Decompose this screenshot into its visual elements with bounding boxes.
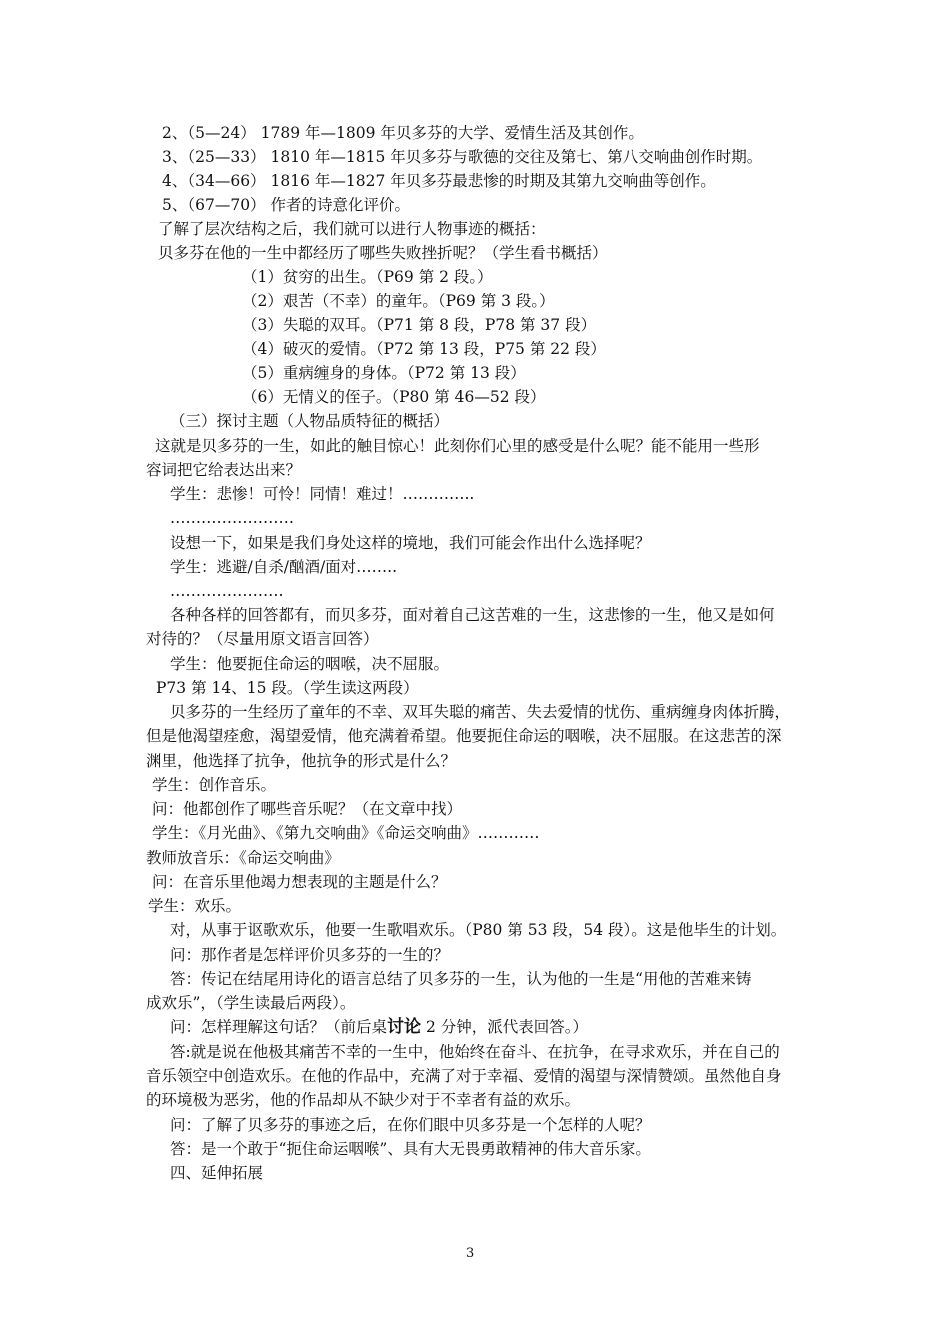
paragraph-line: 容词把它给表达出来？ xyxy=(146,461,302,479)
paragraph-line: 的环境极为恶劣，他的作品却从不缺少对于不幸者有益的欢乐。 xyxy=(146,1091,581,1109)
paragraph-line: 学生：逃避/自杀/酗酒/面对…….. xyxy=(170,558,398,576)
ellipsis-line: …………………… xyxy=(170,509,294,527)
section-heading: 四、延伸拓展 xyxy=(170,1164,264,1182)
ellipsis-line: …………………. xyxy=(170,582,284,600)
paragraph-line: 但是他渴望痊愈，渴望爱情，他充满着希望。他要扼住命运的咽喉，决不屈服。在这悲苦的深 xyxy=(146,727,782,745)
paragraph-line: 问：他都创作了哪些音乐呢？（在文章中找） xyxy=(152,800,463,818)
list-item: （6）无情义的侄子。（P80 第 46—52 段） xyxy=(242,388,546,406)
paragraph-line: 答：是一个敢于“扼住命运咽喉”、具有大无畏勇敢精神的伟大音乐家。 xyxy=(170,1140,651,1158)
paragraph-line: 各种各样的回答都有，而贝多芬，面对着自己这苦难的一生，这悲惨的一生，他又是如何 xyxy=(170,606,775,624)
page-number: 3 xyxy=(466,1246,475,1261)
list-item: （1）贫穷的出生。（P69 第 2 段。） xyxy=(242,268,493,286)
outline-item-4: 4、（34—66） 1816 年—1827 年贝多芬最悲惨的时期及其第九交响曲等创作。 xyxy=(162,172,716,190)
outline-item-3: 3、（25—33） 1810 年—1815 年贝多芬与歌德的交往及第七、第八交响曲创作时期。 xyxy=(162,148,763,166)
paragraph-line xyxy=(170,1015,588,1039)
paragraph-line: 答：传记在结尾用诗化的语言总结了贝多芬的一生，认为他的一生是“用他的苦难来铸 xyxy=(170,970,752,988)
list-item: （2）艰苦（不幸）的童年。（P69 第 3 段。） xyxy=(242,292,555,310)
paragraph-line: 问：那作者是怎样评价贝多芬的一生的？ xyxy=(170,946,450,964)
section-heading: （三）探讨主题（人物品质特征的概括） xyxy=(170,412,450,430)
paragraph-line: 贝多芬在他的一生中都经历了哪些失败挫折呢？（学生看书概括） xyxy=(158,244,608,262)
emphasis-text: 讨论 xyxy=(387,1017,422,1037)
paragraph-line: 渊里，他选择了抗争，他抗争的形式是什么？ xyxy=(146,752,457,770)
paragraph-line: 设想一下，如果是我们身处这样的境地，我们可能会作出什么选择呢？ xyxy=(170,534,651,552)
list-item: （4）破灭的爱情。（P72 第 13 段，P75 第 22 段） xyxy=(242,340,606,358)
paragraph-line: 问：在音乐里他竭力想表现的主题是什么？ xyxy=(152,873,447,891)
paragraph-line: 教师放音乐：《命运交响曲》 xyxy=(146,849,340,867)
paragraph-line: 学生：悲惨！可怜！同情！难过！………….. xyxy=(170,485,475,503)
paragraph-line: 了解了层次结构之后，我们就可以进行人物事迹的概括： xyxy=(158,220,546,238)
paragraph-line: 成欢乐”，（学生读最后两段）。 xyxy=(146,994,356,1012)
paragraph-line: 问：了解了贝多芬的事迹之后，在你们眼中贝多芬是一个怎样的人呢？ xyxy=(170,1116,651,1134)
paragraph-line: 答:就是说在他极其痛苦不幸的一生中，他始终在奋斗、在抗争，在寻求欢乐，并在自己的 xyxy=(170,1043,780,1061)
list-item: （3）失聪的双耳。（P71 第 8 段，P78 第 37 段） xyxy=(242,316,597,334)
paragraph-line: 学生：创作音乐。 xyxy=(152,776,277,794)
paragraph-line: 对，从事于讴歌欢乐，他要一生歌唱欢乐。（P80 第 53 段，54 段）。这是他毕生的计划。 xyxy=(170,921,787,939)
paragraph-line: 学生：《月光曲》、《第九交响曲》《命运交响曲》………… xyxy=(152,824,540,842)
paragraph-line: P73 第 14、15 段。（学生读这两段） xyxy=(156,679,419,697)
paragraph-line: 学生：欢乐。 xyxy=(148,897,242,915)
paragraph-line: 音乐领空中创造欢乐。在他的作品中，充满了对于幸福、爱情的渴望与深情赞颂。虽然他自身 xyxy=(146,1067,782,1085)
outline-item-2: 2、（5—24） 1789 年—1809 年贝多芬的大学、爱情生活及其创作。 xyxy=(162,124,644,142)
question-text-end: 2 分钟，派代表回答。） xyxy=(421,1018,588,1036)
paragraph-line: 学生：他要扼住命运的咽喉，决不屈服。 xyxy=(170,655,450,673)
question-text: 问：怎样理解这句话？（前后桌 xyxy=(170,1018,388,1036)
paragraph-line: 这就是贝多芬的一生，如此的触目惊心！此刻你们心里的感受是什么呢？能不能用一些形 xyxy=(155,437,760,455)
outline-item-5: 5、（67—70） 作者的诗意化评价。 xyxy=(162,196,410,214)
list-item: （5）重病缠身的身体。（P72 第 13 段） xyxy=(242,364,526,382)
paragraph-line: 贝多芬的一生经历了童年的不幸、双耳失聪的痛苦、失去爱情的忧伤、重病缠身肉体折腾， xyxy=(170,703,791,721)
paragraph-line: 对待的？（尽量用原文语言回答） xyxy=(146,630,379,648)
